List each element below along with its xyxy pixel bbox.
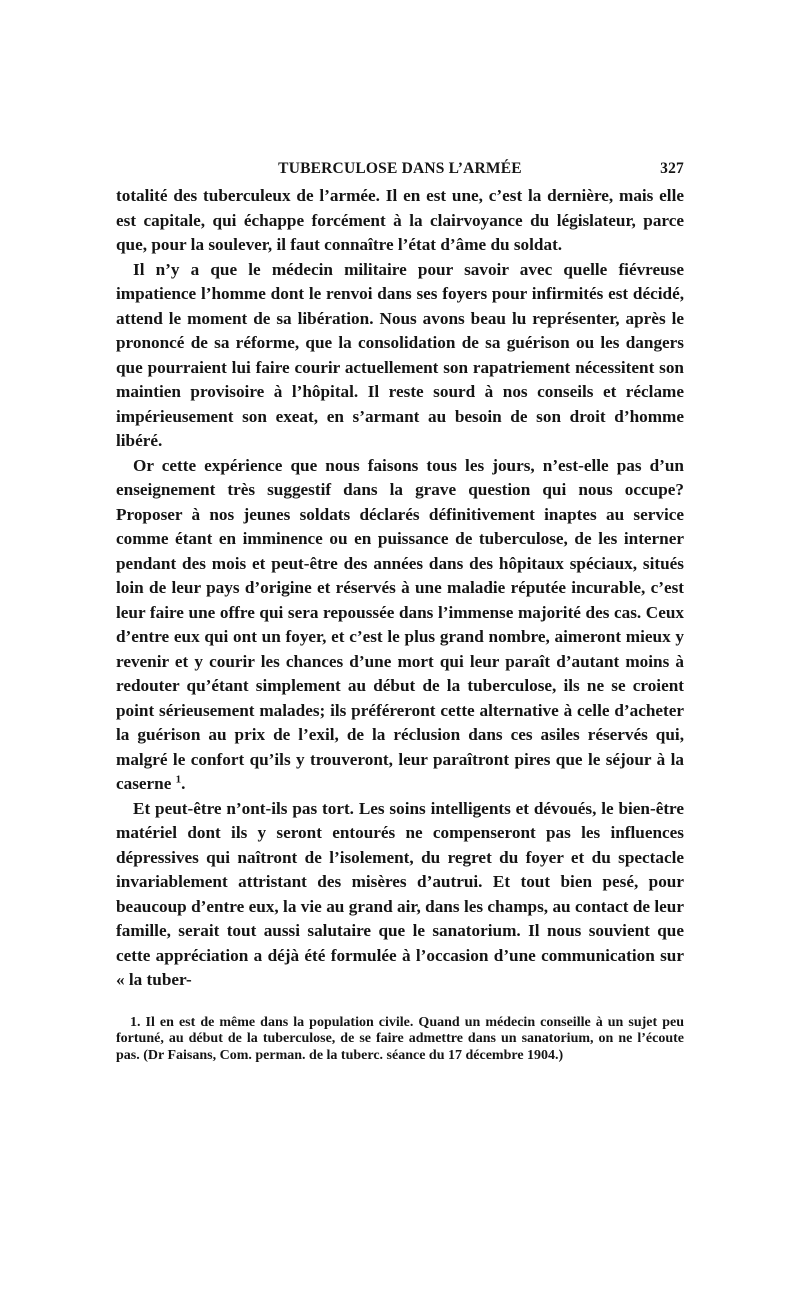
footnote-marker: 1 xyxy=(175,773,182,786)
paragraph-2: Il n’y a que le médecin militaire pour savoir avec quelle fiévreuse impatience l’homme dont le renvoi dans ses foyers pour infirmités est décidé, attend le moment de sa libération. Nous avons beau lu représenter, après le prononcé de sa réforme, que la consolidation de sa guérison ou les dangers que pourraient lui faire courir actuellement son rapatriement nécessitent son maintien provisoire à l’hôpital. Il reste sourd à nos conseils et réclame impérieusement son exeat, en s’armant au besoin de son droit d’homme libéré. xyxy=(116,259,684,450)
footnotes xyxy=(116,1015,684,1065)
book-page xyxy=(116,158,684,1065)
running-head xyxy=(116,158,684,184)
paragraph-4: Et peut-être n’ont-ils pas tort. Les soins intelligents et dévoués, le bien-être matériel dont ils y seront entourés ne compenseront pas les influences dépressives qui naîtront de l’isolement, du regret du foyer et du spectacle invariablement attristant des misères d’autrui. Et tout bien pesé, pour beaucoup d’entre eux, la vie au grand air, dans les champs, au contact de leur famille, serait tout aussi salutaire que le sanatorium. Il nous souvient que cette appréciation a déjà été formulée à l’occasion d’une communication sur « la tuber- xyxy=(116,798,684,989)
paragraph-1: totalité des tuberculeux de l’armée. Il en est une, c’est la dernière, mais elle est capitale, qui échappe forcément à la clairvoyance du législateur, parce que, pour la soulever, il faut connaître l’état d’âme du soldat. xyxy=(116,186,684,254)
footnote-1: 1. Il en est de même dans la population civile. Quand un médecin conseille à un sujet peu fortuné, au début de la tuberculose, de se faire admettre dans un sanatorium, on ne l’écoute pas. (Dr Faisans, Com. perman. de la tuberc. séance du 17 décembre 1904.) xyxy=(116,1014,684,1064)
paragraph-3-text: Or cette expérience que nous faisons tous les jours, n’est-elle pas d’un enseignement très suggestif dans la grave question qui nous occupe? Proposer à nos jeunes soldats déclarés définitivement inaptes au service comme étant en imminence ou en puissance de tuberculose, de les interner pendant des mois et peut-être des années dans des hôpitaux spéciaux, situés loin de leur pays d’origine et réservés à une maladie réputée incurable, c’est leur faire une offre qui sera repoussée dans l’immense majorité des cas. Ceux d’entre eux qui ont un foyer, et c’est le plus grand nombre, aimeront mieux y revenir et y courir les chances d’une mort qui leur paraît d’autant moins à redouter qu’étant simplement au début de la tuberculose, ils ne se croient point sérieusement malades; ils préféreront cette alternative à celle d’acheter la guérison au prix de l’exil, de la réclusion dans ces asiles réservés qui, malgré le confort qu’ils y trouveront, leur paraîtront pires que le séjour à la caserne xyxy=(116,455,684,793)
body-text xyxy=(116,184,684,993)
running-title: TUBERCULOSE DANS L’ARMÉE xyxy=(278,160,522,177)
paragraph-3-tail: . xyxy=(181,774,186,793)
paragraph-3 xyxy=(116,454,684,797)
page-number: 327 xyxy=(660,160,684,177)
